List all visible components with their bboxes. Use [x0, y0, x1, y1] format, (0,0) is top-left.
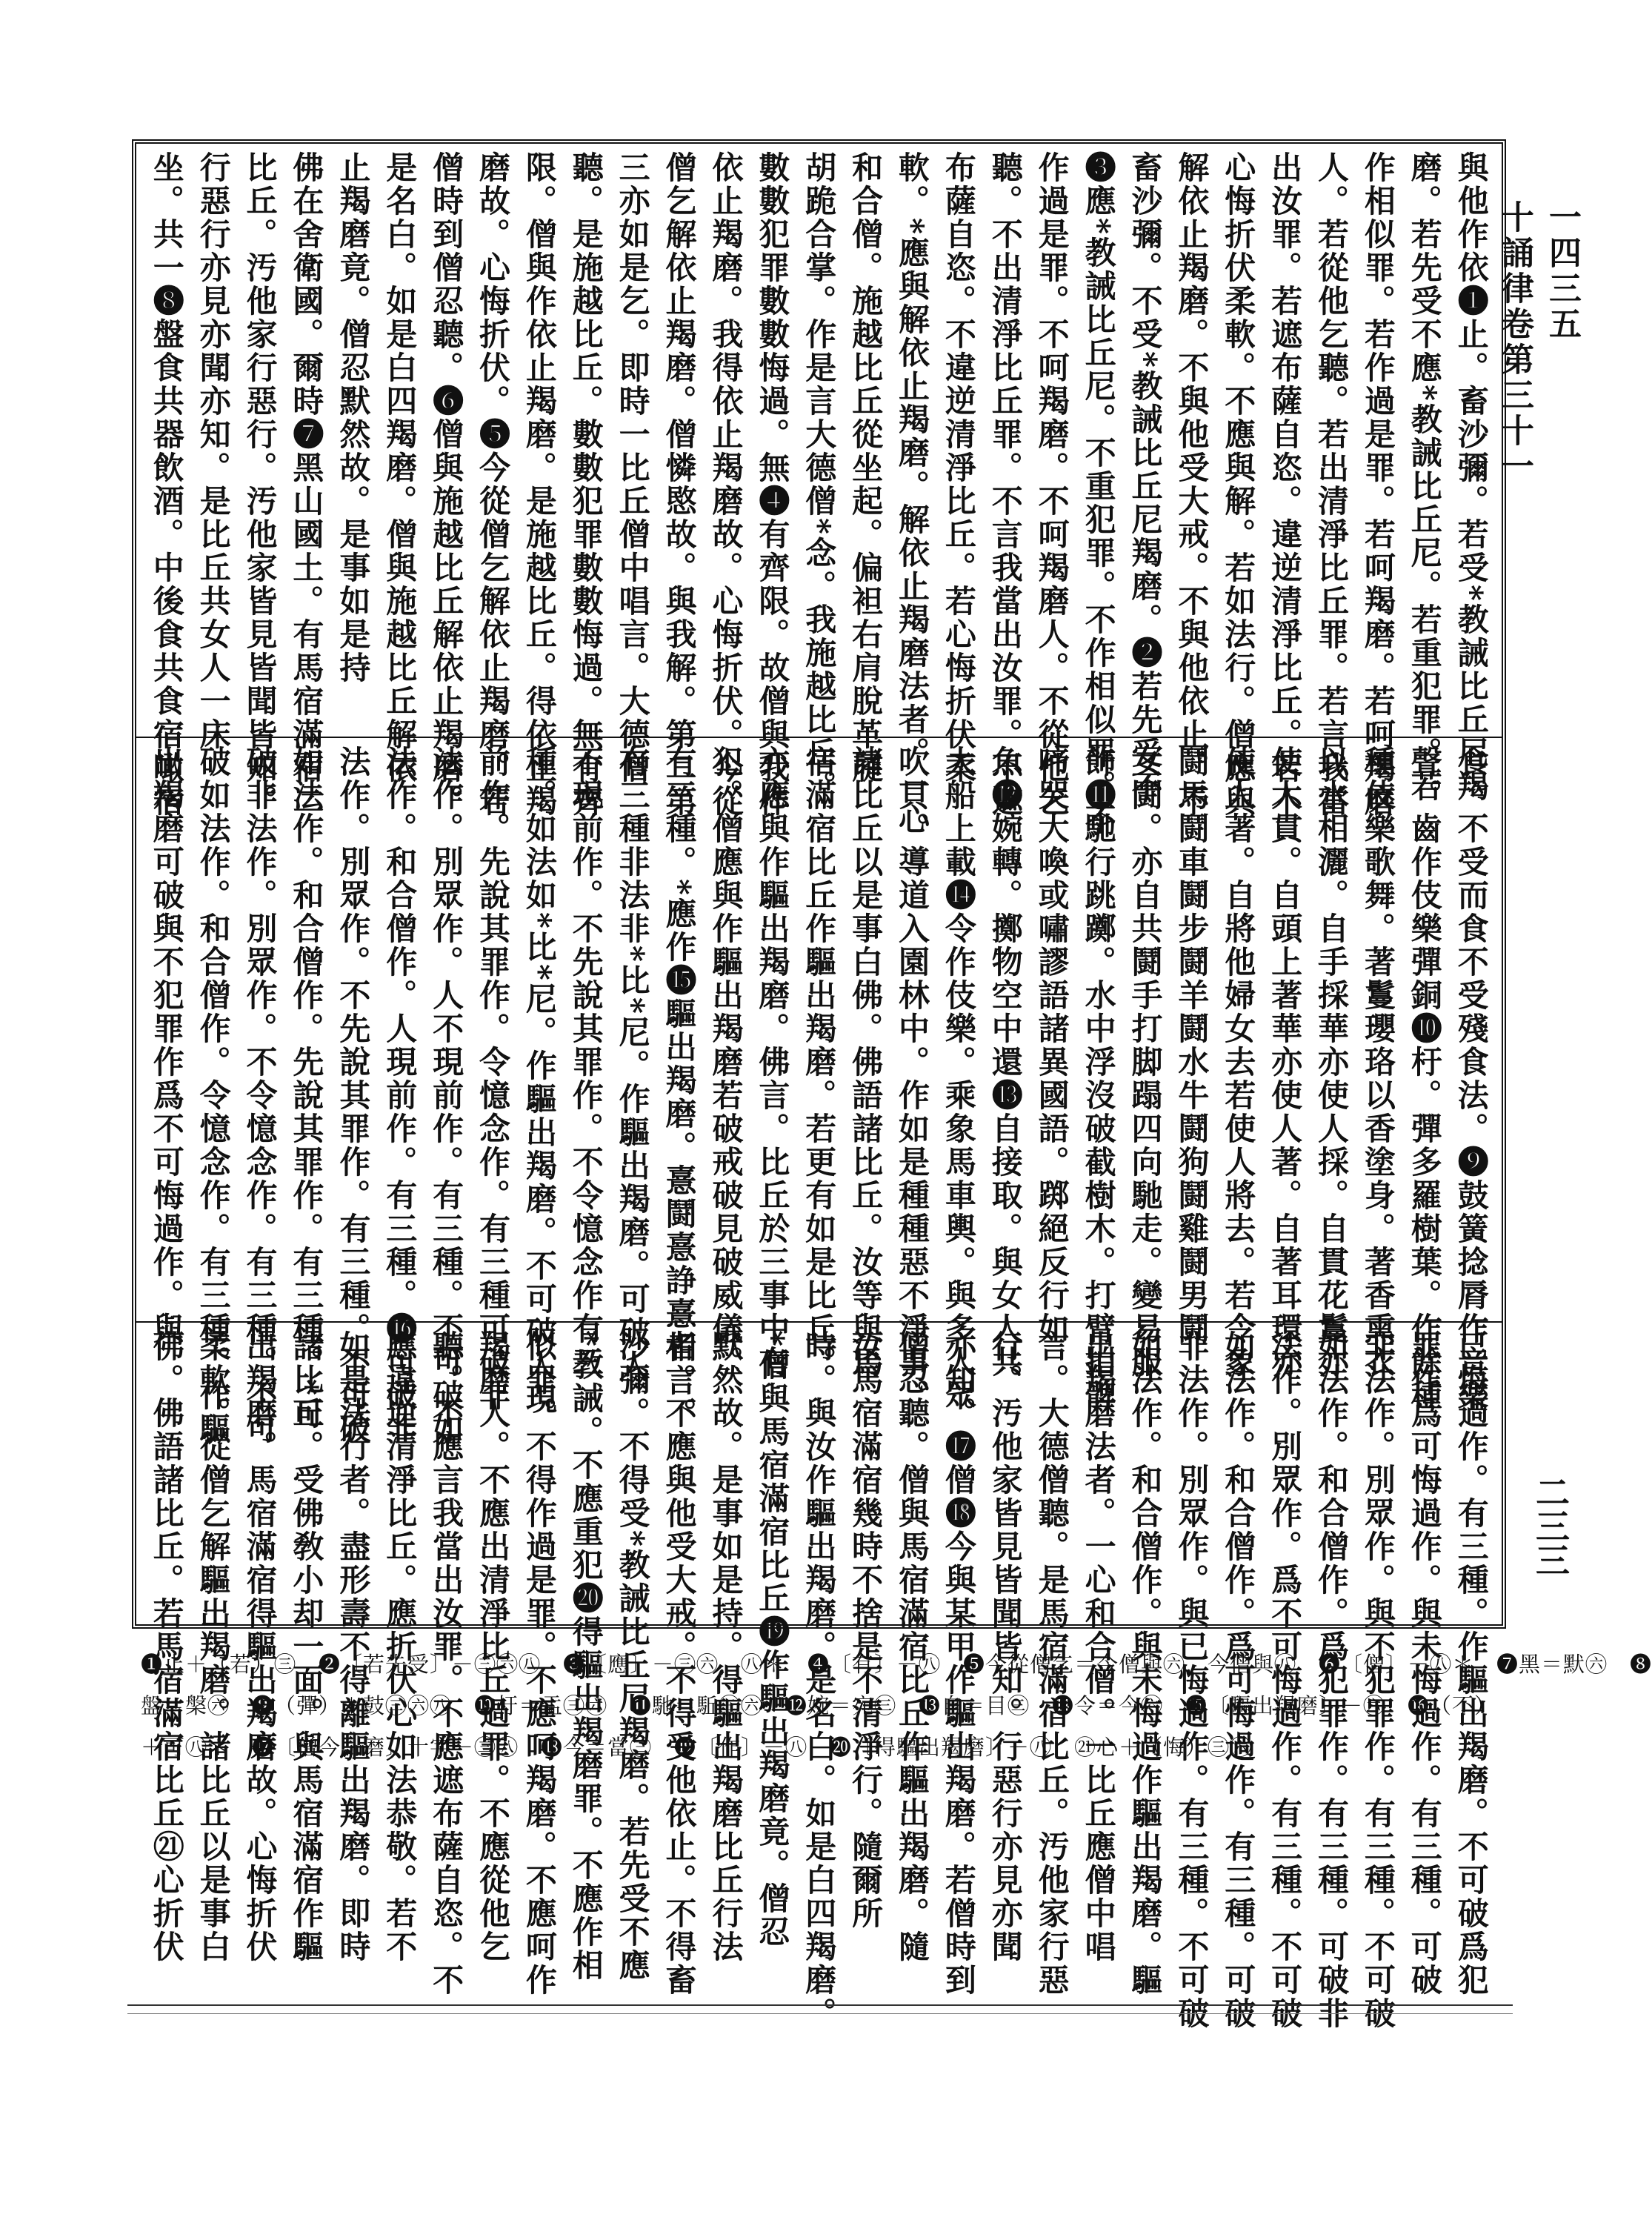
text-column: 軟。*應與解依止羯磨。解依止羯磨法者。一心 — [894, 151, 930, 837]
text-column: 作相似罪。若作過是罪。若呵羯磨。若呵羯磨 — [1359, 151, 1396, 818]
text-column: 人。若從他乞聽。若出清淨比丘罪。若言我當 — [1313, 151, 1350, 818]
text-column: 前作。先說其罪作。令憶念作。有三種可破非 — [474, 745, 511, 1412]
text-column: 魚⓬婉轉。擲物空中還⓭自接取。與女人共 — [987, 745, 1024, 1379]
footnote-line: 盤＝槃㊅ ❾（彈）＋鼓㊂㊅㊇ ❿杅＝盂㊂㊅ ⓫馳＝駈㊂㊅ ⓬婉＝宛㊂ ⓭自＝目㊂ ⓮令＝今㊅ ⓯〔驅出羯磨〕－㊅ ⓰（不） — [141, 1693, 1497, 1718]
text-column: 破非法作。別眾作。不令憶念作。有三種。不可 — [242, 745, 279, 1446]
text-column: 非法作。別眾作。與不犯罪作。有三種。不可破 — [1359, 1330, 1396, 2030]
text-column: 與他作依❶止。畜沙彌。若受*教誡比丘尼羯 — [1453, 151, 1490, 803]
text-column: 法作。別眾作。不先說其罪作。有三種。不可破 — [335, 745, 372, 1446]
text-column: *教誡。不應重犯⓴得驅出羯磨罪。不應作相 — [567, 1330, 604, 1982]
text-column: 汝馬宿滿宿幾時不捨是不清淨行。隨爾所 — [847, 1330, 885, 1930]
text-column: 法作。別眾作。人不現前作。有三種。不可破如 — [428, 745, 465, 1446]
text-column: 胡跪合掌。作是言大德僧*念。我施越比丘。 — [801, 151, 838, 803]
text-column: 和合僧。施越比丘從坐起。偏袒右肩脫革屣 — [847, 151, 885, 785]
text-column: 行。汚他家皆見皆聞皆知。行惡行亦見亦聞 — [987, 1330, 1024, 1964]
text-column: 聽。是施越比丘。數數犯罪數數悔過。無有齊 — [567, 151, 604, 818]
text-column: 數數犯罪數數悔過。無❹有齊限。故僧與我作 — [754, 151, 791, 818]
text-column: 僧乞解依止羯磨。僧憐愍故。與我解。第二第 — [661, 151, 698, 818]
text-column: 似罪。不得作過是罪。不應呵羯磨。不應呵作 — [521, 1330, 558, 1997]
text-column: 布薩自恣。不違逆清淨比丘。若心悔折伏柔 — [940, 151, 977, 785]
columns-region-2 — [136, 738, 1502, 1446]
page-code: 一四三五 — [1543, 200, 1581, 342]
text-column: 羯磨人。不應出清淨比丘過罪。不應從他乞 — [474, 1330, 511, 1964]
text-column: 限。僧與作依止羯磨。是施越比丘。得依止羯 — [521, 151, 558, 818]
text-column: 使人貫。自頭上著華亦使人著。自著耳環亦 — [1267, 745, 1304, 1379]
text-column: 宿滿宿比丘作驅出羯磨。若更有如是比丘。 — [801, 745, 838, 1379]
text-column: 言。大德僧聽。是馬宿滿宿比丘。汚他家行惡 — [1033, 1330, 1070, 1997]
text-region-1 — [136, 144, 1502, 837]
text-column: 止羯磨竟。僧忍默然故。是事如是持 — [335, 151, 372, 685]
text-column: 佛在舍衛國。爾時❼黑山國土。有馬宿滿宿二 — [288, 151, 325, 818]
text-column: 是名白。如是白四羯磨。僧與施越比丘解依 — [382, 151, 419, 785]
text-column: 飾⓫馳行跳躑。水中浮沒破截樹木。打臂拍髀 — [1080, 745, 1117, 1412]
text-column: 食。不受而食不受殘食法。❾鼓簧捻脣作音樂 — [1453, 745, 1490, 1412]
text-column: 種。如法如*比*尼。作驅出羯磨。不可破人現 — [521, 745, 558, 1416]
text-column: 有三種非法非*比*尼。作驅出羯磨。可破人 — [614, 745, 651, 1383]
text-column: 犯。僧應與作驅出羯磨若破戒破見破威儀。 — [707, 745, 745, 1379]
text-column: 出羯磨法者。一心和合僧。一比丘應僧中唱 — [1080, 1330, 1117, 1964]
text-column: 沙彌。不得受*教誡比丘尼羯磨。若先受不應 — [614, 1330, 651, 1982]
text-column: 吹貝。導道入園林中。作如是種種惡不淨事。 — [894, 745, 930, 1412]
footnote-line: ＋可㊇＊ ⓱〔僧今…磨〕十字－㊂㊇ ⓲今＝當㊂ ⓳〔作〕－㊇ ⓴〔得驅出羯磨〕－㊇ ㉑心＋（悔）㊂㊅ — [141, 1735, 1253, 1760]
text-column: 應違逆清淨比丘。應折伏心如法恭敬。若不 — [382, 1330, 419, 1964]
text-column: 出羯磨。馬宿滿宿得驅出羯磨故。心悔折伏 — [242, 1330, 279, 1964]
margin-header — [1496, 200, 1585, 719]
bottom-rule — [127, 2004, 1513, 2014]
text-column: 大船上載⓮令作伎樂。乘象馬車輿。與多人眾 — [940, 745, 977, 1412]
text-column: 非法作。別眾作。與已悔過作。有三種。不可破 — [1173, 1330, 1210, 2030]
text-column: 作過是罪。不呵羯磨。不呵羯磨人。不從他乞 — [1033, 151, 1070, 818]
text-column: 已悔過作。有三種。作驅出羯磨。不可破爲犯 — [1453, 1330, 1490, 1997]
text-column: 法作。和合僧作。人現前作。有三種。⓰可破非 — [382, 745, 419, 1446]
text-column: 僧時到僧忍聽。❻僧與施越比丘解依止羯磨。 — [428, 151, 465, 818]
footnotes — [141, 1644, 1652, 1792]
text-column: 如法作。和合僧作。爲可悔過作。有三種。可破 — [1220, 1330, 1257, 2030]
text-column: 心悔折伏柔軟。不應與解。若如法行。僧應與 — [1220, 151, 1257, 818]
text-column: 如法作。和合僧作。爲犯罪作。有三種。可破非 — [1313, 1330, 1350, 2030]
text-column: 女鬪。亦自共鬪手打脚蹋四向馳走。變易服 — [1127, 745, 1164, 1379]
text-column: 時。與汝作驅出羯磨。是名白。如是白四羯磨。 — [801, 1330, 838, 2030]
text-column: 解依止羯磨。不與他受大戒。不與他依止。不 — [1173, 151, 1210, 818]
text-column: 三亦如是乞。即時一比丘僧中唱言。大德僧 — [614, 151, 651, 785]
text-column: 如法作。和合僧作。先說其罪作。有三種。*可 — [288, 745, 325, 1431]
page-number: 二三三 — [1531, 1475, 1571, 1577]
text-column: 諸比丘以是事白佛。佛語諸比丘。汝等與馬 — [847, 745, 885, 1379]
text-column: 出汝罪。若遮布薩自恣。違逆清淨比丘。若不 — [1267, 151, 1304, 818]
volume-title: 十誦律卷第三十一 — [1496, 200, 1533, 485]
text-column: 行惡行亦見亦聞亦知。是比丘共女人一床 — [195, 151, 232, 751]
text-column: 出羯磨可破與不犯罪作爲不可悔過作。與 — [148, 745, 185, 1346]
text-column: 啼哭大喚或嘯謬語諸異國語。踯絕反行如 — [1033, 745, 1070, 1346]
text-column: ❸應*教誡比丘尼。不重犯罪。不作相似罪。不 — [1080, 151, 1117, 837]
text-column: 諸比丘。受佛敎小却一面。與馬宿滿宿作驅 — [288, 1330, 325, 1964]
text-column: 不現前作。不先說其罪作。不令憶念作有三 — [567, 745, 604, 1379]
text-column: 僧忍聽。僧與馬宿滿宿比丘作驅出羯磨。隨 — [894, 1330, 930, 1964]
text-column: 默然故。是事如是持。得驅出羯磨比丘行法 — [707, 1330, 745, 1964]
text-column: 聽。不出清淨比丘罪。不言我當出汝罪。不遮 — [987, 151, 1024, 818]
text-column: 如是法行者。盡形壽不得離驅出羯磨。即時 — [335, 1330, 372, 1964]
text-column: 者。不應與他受大戒。不得受他依止。不得畜 — [661, 1330, 698, 1997]
text-column: *僧與馬宿滿宿比丘⓳作驅出羯磨竟。僧忍 — [754, 1330, 791, 1949]
footnote-line: ❶止＋（若）㊂ ❷〔若先受〕－㊂㊅㊇ ❸〔應〕－㊂㊅，㊇＊ ❹〔有〕－㊇ ❺今從僧乞＝今僧與㊅，今僧與㊇ ❻〔僧〕－㊇＊ ❼黑＝默㊅ ❽ — [141, 1652, 1652, 1677]
columns-region-1 — [136, 144, 1502, 837]
text-column: 佛。佛語諸比丘。若馬宿滿宿比丘㉑心折伏 — [148, 1330, 185, 1964]
text-column: 依止羯磨。我得依止羯磨故。心悔折伏。今從 — [707, 151, 745, 818]
text-column: 以水相灑。自手採華亦使人採。自貫花鬘亦 — [1313, 745, 1350, 1379]
text-column: 亦知。⓱僧⓲今與某甲作驅出羯磨。若僧時到 — [940, 1330, 977, 1997]
text-column: 破如法作。和合僧作。令憶念作。有三種。作驅 — [195, 745, 232, 1446]
text-column: 罪作爲可悔過作。與未悔過作。有三種。可破 — [1406, 1330, 1443, 1997]
text-column: 鬪馬鬪車鬪步鬪羊鬪水牛鬪狗鬪雞鬪男鬪 — [1173, 745, 1210, 1346]
text-column: 比丘。汚他家行惡行。汚他家皆見皆聞皆知。 — [242, 151, 279, 818]
text-column: 坐。共一❽盤食共器飲酒。中後食共食宿噉宿 — [148, 151, 185, 818]
text-column: 種伎樂歌舞。著鬘瓔珞以香塗身。著香熏衣 — [1359, 745, 1396, 1379]
text-column: 法作。別眾作。爲不可悔過作。有三種。不可破 — [1267, 1330, 1304, 2030]
text-column: 聽。不應言我當出汝罪。不應遮布薩自恣。不 — [428, 1330, 465, 1997]
text-column: 畜沙彌。不受*教誡比丘尼羯磨。❷若先受不 — [1127, 151, 1164, 803]
text-column: 使人著。自將他婦女去若使人將去。若令象 — [1220, 745, 1257, 1379]
text-column: 如法作。和合僧作。與未悔過作驅出羯磨。驅 — [1127, 1330, 1164, 1997]
text-column: 亦應與作驅出羯磨。佛言。比丘於三事中有 — [754, 745, 791, 1379]
text-region-2 — [136, 738, 1502, 1446]
text-column: 磨故。心悔折伏。❺今從僧乞解依止羯磨。若 — [474, 151, 511, 818]
text-column: 柔軟。從僧乞解驅出羯磨。諸比丘以是事白 — [195, 1330, 232, 1964]
text-column: 有三種。*應作⓯驅出羯磨。憙鬪憙諍憙相言。 — [661, 745, 698, 1431]
text-column: 聲。齒作伎樂彈銅❿杅。彈多羅樹葉。作餘種 — [1406, 745, 1443, 1412]
text-column: 磨。若先受不應*教誡比丘尼。若重犯罪。若 — [1406, 151, 1443, 803]
